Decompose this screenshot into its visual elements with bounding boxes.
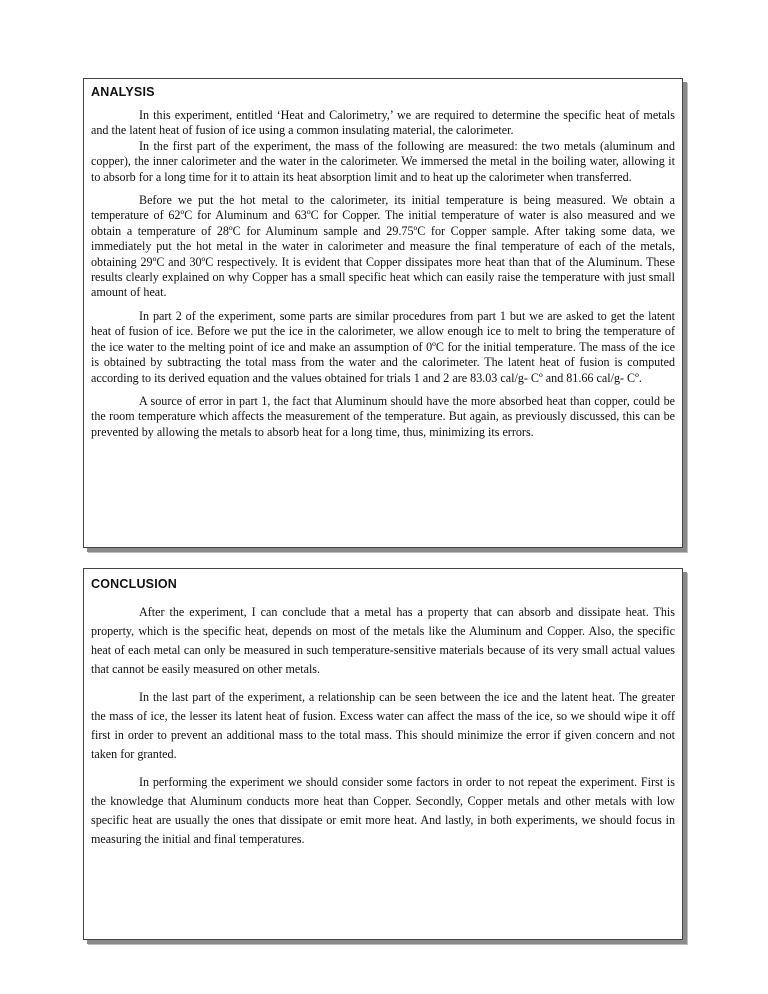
conclusion-paragraph-1: After the experiment, I can conclude that a metal has a property that can absorb and dissipate heat. This property, which is the specific heat, depends on most of the metals like the Aluminum and Copper. Also, the specific heat of each metal can only be measured in such temperature-sensitive materials because of its very small actual values that cannot be easily measured on other metals. — [91, 605, 675, 676]
conclusion-paragraph-2: In the last part of the experiment, a relationship can be seen between the ice and the latent heat. The greater the mass of ice, the lesser its latent heat of fusion. Excess water can affect the mass of the ice, so we should wipe it off first in order to prevent an additional mass to the total mass. This should minimize the error if given concern and not taken for granted. — [91, 690, 675, 761]
conclusion-heading: CONCLUSION — [91, 577, 178, 591]
analysis-paragraph-5: A source of error in part 1, the fact that Aluminum should have the more absorbed heat than copper, could be the room temperature which affects the measurement of the temperature. But again, as previously discussed, this can be prevented by allowing the metals to absorb heat for a long time, thus, minimizing its errors. — [91, 393, 675, 439]
conclusion-section — [83, 568, 683, 940]
analysis-heading: ANALYSIS — [91, 85, 155, 99]
conclusion-paragraph-3: In performing the experiment we should consider some factors in order to not repeat the experiment. First is the knowledge that Aluminum conducts more heat than Copper. Secondly, Copper metals and other metals with low specific heat are usually the ones that dissipate or emit more heat. And lastly, in both experiments, we should focus in measuring the initial and final temperatures. — [91, 775, 675, 846]
analysis-paragraph-2: In the first part of the experiment, the mass of the following are measured: the two metals (aluminum and copper), the inner calorimeter and the water in the calorimeter. We immersed the metal in the boiling water, allowing it to absorb for a long time for it to attain its heat absorption limit and to heat up the calorimeter when transferred. — [91, 138, 675, 184]
analysis-paragraph-1: In this experiment, entitled ‘Heat and Calorimetry,’ we are required to determine the specific heat of metals and the latent heat of fusion of ice using a common insulating material, the calorimeter. — [91, 108, 675, 138]
analysis-section — [83, 78, 683, 548]
analysis-paragraph-3: Before we put the hot metal to the calorimeter, its initial temperature is being measured. We obtain a temperature of 62ºC for Aluminum and 63ºC for Copper. The initial temperature of water is also measured and we obtain a temperature of 28ºC for Aluminum sample and 29.75ºC for Copper sample. After taking some data, we immediately put the hot metal in the water in calorimeter and measure the final temperature of each of the metals, obtaining 29ºC and 30ºC respectively. It is evident that Copper dissipates more heat than that of the Aluminum. These results clearly explained on why Copper has a small specific heat which can easily raise the temperature with just small amount of heat. — [91, 193, 675, 300]
analysis-paragraph-4: In part 2 of the experiment, some parts are similar procedures from part 1 but we are asked to get the latent heat of fusion of ice. Before we put the ice in the calorimeter, we allow enough ice to melt to bring the temperature of the ice water to the melting point of ice and make an assumption of 0ºC for the initial temperature. The mass of the ice is obtained by subtracting the total mass from the water and the calorimeter. The latent heat of fusion is computed according to its derived equation and the values obtained for trials 1 and 2 are 83.03 cal/g- Cº and 81.66 cal/g- Cº. — [91, 308, 675, 385]
